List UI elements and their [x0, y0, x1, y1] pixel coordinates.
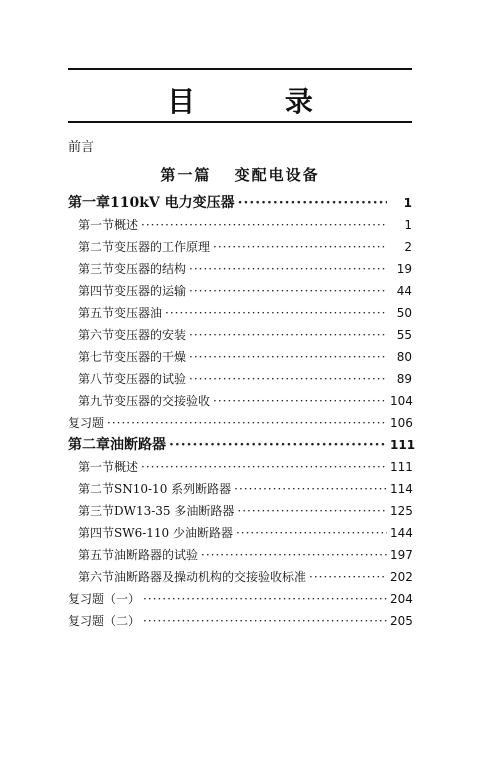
toc-page-number: 125: [390, 504, 413, 518]
toc-section-row: [68, 390, 412, 412]
toc-number: 第四节: [78, 526, 115, 540]
toc-label: 概述: [114, 218, 139, 232]
toc-label: 变压器的结构: [114, 262, 187, 276]
toc-section-row: [68, 456, 412, 478]
toc-section-row: [68, 522, 412, 544]
dot-leader: [143, 610, 387, 632]
toc-label: 110kV 电力变压器: [110, 195, 235, 211]
toc-label: 油断路器的试验: [114, 548, 199, 562]
toc-section-row: [68, 500, 412, 522]
toc-section-row: [68, 566, 412, 588]
toc-number: 第一节: [78, 460, 115, 474]
toc-number: 第二节: [78, 482, 115, 496]
toc-label: 变压器的安装: [114, 328, 187, 342]
toc-number: 第一节: [78, 218, 115, 232]
toc-page-number: 202: [390, 570, 413, 584]
toc-section-row: [68, 478, 412, 500]
toc-review-row: [68, 588, 412, 610]
toc-review-row: [68, 610, 412, 632]
toc-page-number: 1: [403, 196, 412, 210]
toc-section-row: [68, 544, 412, 566]
toc-page-number: 80: [396, 350, 412, 364]
toc-number: 第四节: [78, 284, 115, 298]
toc-label: 变压器的交接验收: [114, 394, 211, 408]
toc-number: 第一章: [68, 195, 110, 211]
toc-label: 变压器的运输: [114, 284, 187, 298]
toc-section-row: [68, 236, 412, 258]
toc-page-number: 104: [390, 394, 413, 408]
dot-leader: [234, 478, 387, 500]
toc-section-row: [68, 280, 412, 302]
toc-page-number: 89: [396, 372, 412, 386]
dot-leader: [236, 522, 387, 544]
toc-page-number: 44: [396, 284, 412, 298]
toc-label: 油断路器: [110, 437, 166, 453]
toc-page-number: 55: [396, 328, 412, 342]
toc-number: 第三节: [78, 262, 115, 276]
dot-leader: [189, 280, 387, 302]
dot-leader: [213, 236, 387, 258]
toc-label: 复习题: [68, 416, 105, 430]
dot-leader: [201, 544, 387, 566]
dot-leader: [189, 258, 387, 280]
toc-number: 第二章: [68, 437, 110, 453]
toc-label: DW13-35 多油断路器: [114, 504, 235, 518]
toc-section-row: [68, 214, 412, 236]
toc-number: 第五节: [78, 548, 115, 562]
toc-label: SN10-10 系列断路器: [114, 482, 232, 496]
toc-section-row: [68, 302, 412, 324]
page-title: 目 录: [167, 85, 353, 118]
toc-section-row: [68, 324, 412, 346]
toc-label: 变压器的试验: [114, 372, 187, 386]
toc-page-number: 197: [390, 548, 413, 562]
dot-leader: [213, 390, 387, 412]
toc-label: 变压器的工作原理: [114, 240, 211, 254]
toc-page-number: 50: [396, 306, 412, 320]
toc-section-row: [68, 368, 412, 390]
toc-page-number: 2: [404, 240, 412, 254]
toc-number: 第二节: [78, 240, 115, 254]
dot-leader: [189, 346, 387, 368]
toc-page-number: 19: [396, 262, 412, 276]
toc-label: 复习题（一）: [68, 592, 141, 606]
part-name: 变配电设备: [234, 166, 320, 184]
toc-label: 变压器油: [114, 306, 163, 320]
dot-leader: [141, 214, 387, 236]
toc-number: 第六节: [78, 570, 115, 584]
toc-page-number: 106: [390, 416, 413, 430]
dot-leader: [169, 434, 387, 456]
dot-leader: [238, 192, 387, 214]
toc-section-row: [68, 258, 412, 280]
toc-label: 概述: [114, 460, 139, 474]
toc-number: 第九节: [78, 394, 115, 408]
toc-section-row: [68, 346, 412, 368]
toc-number: 第七节: [78, 350, 115, 364]
table-of-contents: [68, 192, 416, 632]
toc-page-number: 204: [390, 592, 413, 606]
dot-leader: [237, 500, 387, 522]
toc-review-row: [68, 412, 412, 434]
preface-entry: 前言: [68, 140, 95, 155]
toc-page-number: 1: [404, 218, 412, 232]
toc-page-number: 111: [390, 438, 416, 452]
toc-number: 第八节: [78, 372, 115, 386]
toc-page-number: 114: [390, 482, 413, 496]
dot-leader: [107, 412, 387, 434]
toc-page-number: 205: [390, 614, 413, 628]
dot-leader: [189, 324, 387, 346]
bottom-rule: [68, 121, 412, 123]
toc-page-number: 144: [390, 526, 413, 540]
dot-leader: [141, 456, 387, 478]
toc-page-number: 111: [390, 460, 413, 474]
part-heading: [68, 164, 412, 185]
toc-label: 变压器的干燥: [114, 350, 187, 364]
dot-leader: [165, 302, 387, 324]
top-rule: [68, 68, 412, 70]
toc-number: 第六节: [78, 328, 115, 342]
toc-label: SW6-110 少油断路器: [114, 526, 233, 540]
toc-number: 第五节: [78, 306, 115, 320]
dot-leader: [189, 368, 387, 390]
dot-leader: [309, 566, 387, 588]
toc-label: 复习题（二）: [68, 614, 141, 628]
toc-chapter-row: [68, 192, 412, 214]
dot-leader: [143, 588, 387, 610]
toc-chapter-row: [68, 434, 416, 456]
toc-number: 第三节: [78, 504, 115, 518]
part-number: 第一篇: [160, 166, 212, 184]
toc-label: 油断路器及操动机构的交接验收标准: [114, 570, 307, 584]
